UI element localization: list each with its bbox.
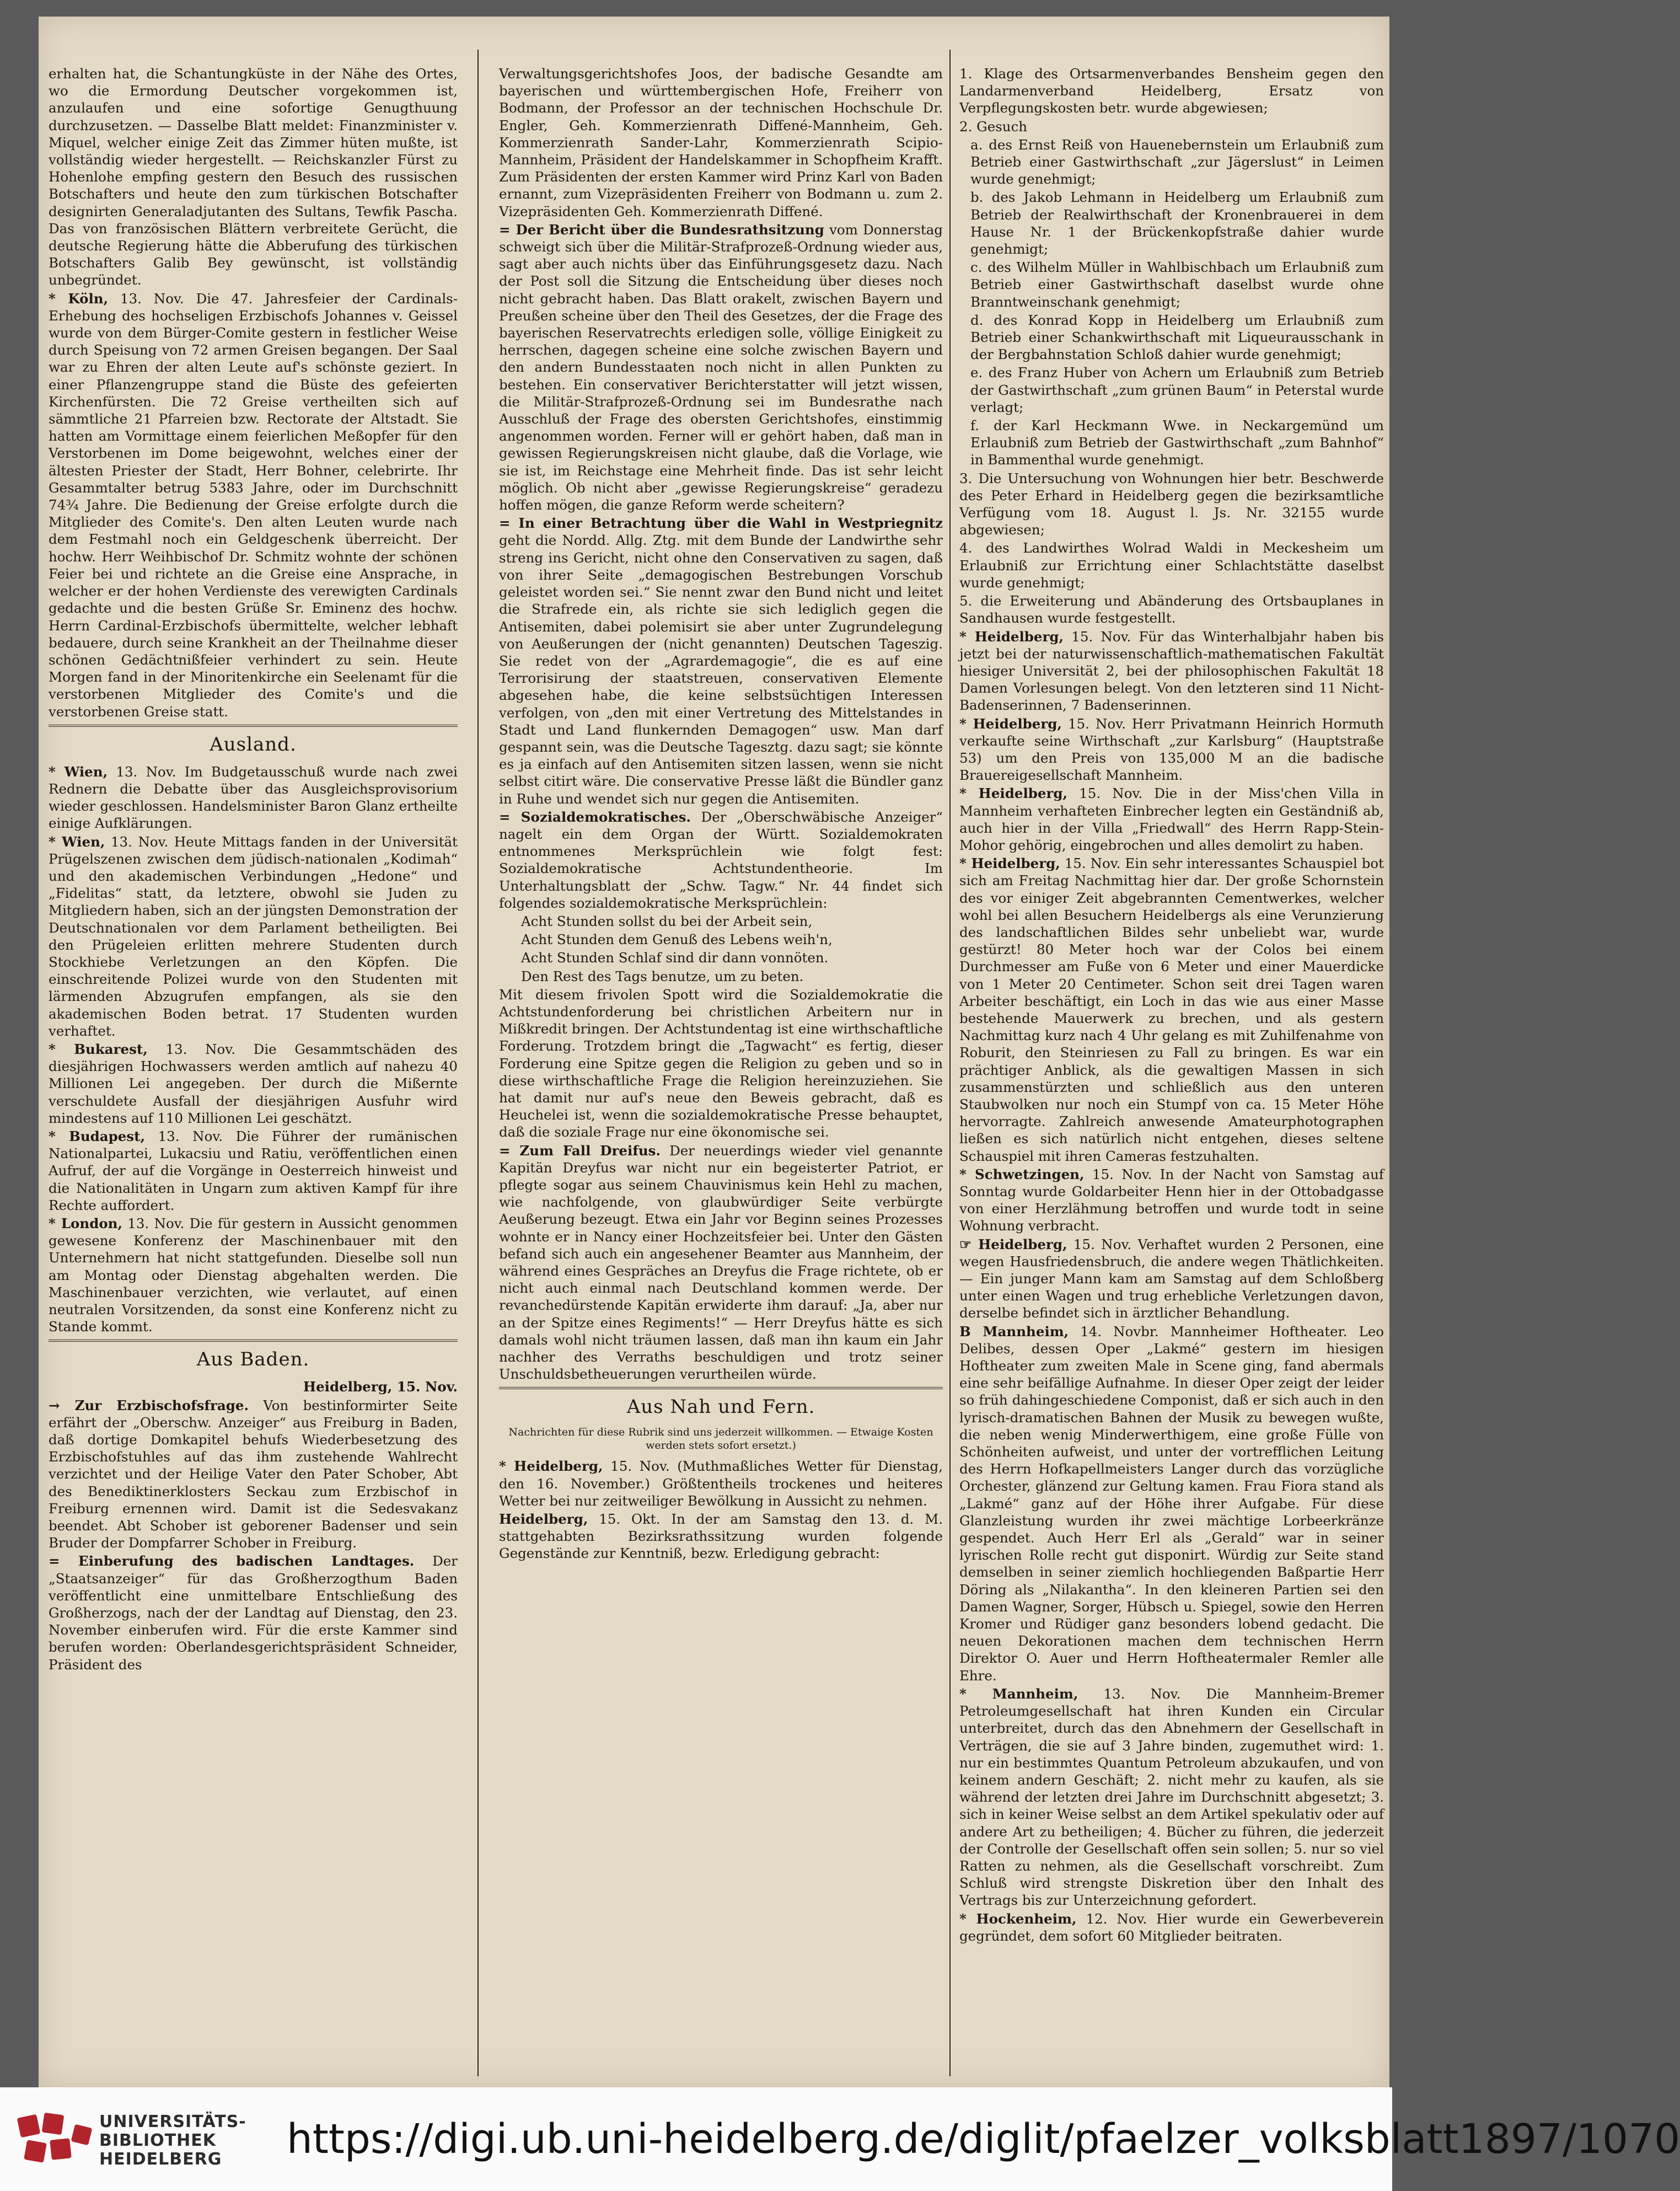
column-right [959, 65, 1384, 2071]
article-text: 15. Nov. Für das Winterhalbjahr haben bis jetzt bei der naturwissenschaftlich-mathematischen Fakultät hiesiger Universität 2, bei der philosophischen Fakultät 18 Damen Vorlesungen belegt. Von den letzteren sind 11 Nicht-Badenserinnen, 7 Badenserinnen. [959, 628, 1384, 714]
article [499, 1142, 943, 1383]
dateline-city: * Mannheim, [959, 1685, 1078, 1702]
list-item: 5. die Erweiterung und Abänderung des Ortsbauplanes in Sandhausen wurde festgestellt. [959, 593, 1384, 626]
article [959, 785, 1384, 854]
article [499, 1458, 943, 1509]
article [499, 221, 943, 513]
column-divider [949, 50, 951, 2076]
section-rule [499, 1387, 943, 1389]
verse-line: Acht Stunden dem Genuß des Lebens weih'n, [521, 931, 833, 948]
newspaper-page [39, 17, 1389, 2087]
verse-line: Den Rest des Tags benutze, um zu beten. [521, 968, 804, 984]
article [499, 515, 943, 807]
dateline-city: * Köln, [49, 290, 109, 307]
article-text: geht die Nordd. Allg. Ztg. mit dem Bunde der Landwirthe sehr streng ins Gericht, nicht ohne den Conservativen zu sagen, daß von ihrer Seite „demagogischen Bestrebungen Vorschub geleistet worden sei.“ Sie nennt zwar den Bund nicht und leitet die Strafrede ein, als richte sie sich lediglich gegen die Antisemiten, dabei polemisirt sie aber unter Zugrundelegung von Aeußerungen der (nicht genannten) Deutschen Tageszig. Sie redet von der „Agrardemagogie“, die es auf eine Terrorisirung der staatstreuen, conservativen Elemente abgesehen habe, die keine selbstsüchtigen Interessen verfolgen, von „den mit einer Vertretung des Mittelstandes in Stadt und Land flunkernden Demagogen“ usw. Man darf gespannt sein, was die Deutsche Tagesztg. dazu sagt; sie könnte es ja einfach auf den Antisemiten sitzen lassen, wenn sie nicht selbst citirt wäre. Die conservative Presse läßt die Bündler ganz in Ruhe und wendet sich nur gegen die Antisemiten. [499, 532, 943, 807]
article-text: erhalten hat, die Schantungküste in der Nähe des Ortes, wo die Ermordung Deutscher vorgekommen ist, anzulaufen und eine sofortige Genugthuung durchzusetzen. — Dasselbe Blatt meldet: Finanzminister v. Miquel, welcher einige Zeit das Zimmer hüten mußte, ist vollständig wieder hergestellt. — Reichskanzler Fürst zu Hohenlohe empfing gestern den Besuch des russischen Botschafters und heute den zum türkischen Botschafter designirten Generaladjutanten des Sultans, Tewfik Pascha. Das von französischen Blättern verbreitete Gerücht, die deutsche Regierung hätte die Abberufung des türkischen Botschafters Galib Bey gewünscht, ist vollständig unbegründet. [49, 66, 458, 288]
article-text: 1. Klage des Ortsarmenverbandes Bensheim gegen den Landarmenverband Heidelberg, Ersatz von Verpflegungskosten betr. wurde abgewiesen; [959, 66, 1384, 116]
column-divider [477, 50, 479, 2076]
article [959, 628, 1384, 714]
dateline-city: * Heidelberg, [959, 785, 1068, 802]
list-item: e. des Franz Huber von Achern um Erlaubniß zum Betrieb der Gastwirthschaft „zum grünen Baum“ in Peterstal wurde verlagt; [970, 365, 1384, 415]
article-text: 13. Nov. Die Gesammtschäden des diesjährigen Hochwassers werden amtlich auf nahezu 40 Millionen Lei angegeben. Der durch die Mißernte verschuldete Ausfall der diesjährigen Ausfuhr wird mindestens auf 110 Millionen Lei geschätzt. [49, 1041, 458, 1126]
column-middle [499, 65, 943, 2071]
article [959, 1910, 1384, 1944]
section-heading-nah-und-fern: Aus Nah und Fern. [626, 1396, 815, 1418]
dateline-city: * Heidelberg, [499, 1458, 603, 1475]
dateline-city: * Schwetzingen, [959, 1166, 1085, 1182]
article [49, 833, 458, 1040]
article [49, 290, 458, 720]
article-headline: = Der Bericht über die Bundesrathsitzung [499, 221, 824, 238]
article-text: 13. Nov. Die Mannheim-Bremer Petroleumgesellschaft hat ihren Kunden ein Circular unterbreitet, durch das den Abnehmern der Gesellschaft in Verträgen, die sie auf 3 Jahre binden, zugemuthet wird: 1. nur ein bestimmtes Quantum Petroleum abzukaufen, und von keinem andern Geschäft; 2. nicht mehr zu kaufen, als sie während der letzten drei Jahre im Durchschnitt abgesetzt; 3. sich in keiner Weise selbst an dem Artikel spekulativ oder auf andere Art zu betheiligen; 4. Bücher zu führen, die jederzeit der Controlle der Gesellschaft offen sein sollen; 5. nur so viel Ratten zu nehmen, als die Gesellschaft vorschreibt. Zum Schluß wird strengste Diskretion über den Inhalt des Vertrags bis zur Unterzeichnung gefordert. [959, 1685, 1384, 1909]
article-headline: = Einberufung des badischen Landtages. [49, 1553, 415, 1569]
article-text: 2. Gesuch [959, 118, 1028, 135]
list-item: f. der Karl Heckmann Wwe. in Neckargemünd um Erlaubniß zum Betrieb der Gastwirthschaft „zum Bahnhof“ in Bammenthal wurde genehmigt. [970, 417, 1384, 468]
article-text: 13. Nov. Heute Mittags fanden in der Universität Prügelszenen zwischen dem jüdisch-nationalen „Kodimah“ und den akademischen Verbindungen „Hedone“ und „Fidelitas“ statt, da letztere, obwohl sie Juden zu Mitgliedern haben, sich an der jüngsten Demonstration der Deutschnationalen vor dem Parlament betheiligten. Bei den Prügeleien erlitten mehrere Studenten durch Stockhiebe Verletzungen an den Köpfen. Die einschreitende Polizei wurde von den Studenten mit lärmenden Abzugrufen empfangen, als sie den akademischen Boden betrat. 17 Studenten wurden verhaftet. [49, 833, 458, 1039]
dateline: Heidelberg, 15. Nov. [303, 1379, 458, 1395]
article [499, 1510, 943, 1562]
dateline-city: * Wien, [49, 763, 108, 780]
dateline-city: * Wien, [49, 833, 105, 850]
list-item: c. des Wilhelm Müller in Wahlbischbach um Erlaubniß zum Betrieb einer Gastwirthschaft daselbst wurde ohne Branntweinschank genehmigt; [970, 259, 1384, 310]
article-text: 13. Nov. Im Budgetausschuß wurde nach zwei Rednern die Debatte über das Ausgleichsprovisorium wieder geschlossen. Handelsminister Baron Glanz ertheilte einige Aufklärungen. [49, 763, 458, 832]
library-name-line: UNIVERSITÄTS- [99, 2112, 246, 2131]
article-text: 15. Nov. In der Nacht von Samstag auf Sonntag wurde Goldarbeiter Henn hier in der Ottobadgasse von einer Herzlähmung betroffen und wurde todt in seine Wohnung verbracht. [959, 1166, 1384, 1234]
library-name-line: BIBLIOTHEK [99, 2131, 216, 2150]
dateline-city: ☞ Heidelberg, [959, 1236, 1067, 1252]
university-library-logo[interactable] [15, 2110, 98, 2171]
list-item: 4. des Landwirthes Wolrad Waldi in Meckesheim um Erlaubniß zur Errichtung einer Schlachtstätte daselbst wurde genehmigt; [959, 540, 1384, 591]
article-text: 15. Nov. Verhaftet wurden 2 Personen, eine wegen Hausfriedensbruch, die andere wegen Thätlichkeiten. — Ein junger Mann kam am Samstag auf dem Schloßberg unter einen Wagen und trug erhebliche Verletzungen davon, derselbe befindet sich in ärztlicher Behandlung. [959, 1236, 1384, 1321]
article [49, 1552, 458, 1673]
article-text: 15. Nov. (Muthmaßliches Wetter für Dienstag, den 16. November.) Größtentheils trockenes und heiteres Wetter bei nur zeitweiliger Bewölkung in Aussicht zu nehmen. [499, 1458, 943, 1509]
article-text: Der „Staatsanzeiger“ für das Großherzogthum Baden veröffentlicht eine unmittelbare Entschließung des Großherzogs, nach der der Landtag auf Dienstag, den 23. November einberufen wird. Für die erste Kammer sind berufen worden: Oberlandesgerichtspräsident Schneider, Präsident des [49, 1553, 458, 1673]
dateline-city: * Heidelberg, [959, 628, 1064, 645]
article-text: 13. Nov. Die für gestern in Aussicht genommen gewesene Konferenz der Maschinenbauer mit den Unternehmern hat nicht stattgefunden. Dieselbe soll nun am Montag oder Dienstag abgehalten werden. Die Maschinenbauer verzichten, wie verlautet, auf einen neutralen Vorsitzenden, da sonst eine Konferenz nicht zu Stande kommt. [49, 1215, 458, 1335]
article-headline: = Zum Fall Dreifus. [499, 1142, 661, 1159]
article [959, 1166, 1384, 1235]
article-text: vom Donnerstag schweigt sich über die Militär-Strafprozeß-Ordnung wieder aus, sagt aber auch nichts über das Einführungsgesetz dazu. Nach der Post soll die Sitzung die Entscheidung über dieses noch nicht gebracht haben. Das Blatt orakelt, zwischen Bayern und Preußen scheine über den Theil des Gesetzes, der die Frage des bayerischen Reservatrechts erledigen solle, völlige Einigkeit zu herrschen, dagegen scheine eine solche zwischen Bayern und den andern Bundesstaaten noch nicht in allen Punkten zu bestehen. Ein conservativer Berichterstatter will jetzt wissen, die Militär-Strafprozeß-Ordnung sei im Bundesrathe nach Ausschluß der Frage des obersten Gerichtshofes, einstimmig angenommen worden. Ferner will er gehört haben, daß man in gewissen Regierungskreisen nicht glaube, daß die Vorlage, wie sie ist, im Reichstage eine Mehrheit finde. Das ist sehr leicht möglich. Ob nicht aber „gewisse Regierungskreise“ geradezu hoffen mögen, die ganze Reform werde scheitern? [499, 221, 943, 513]
dateline-city: * Hockenheim, [959, 1910, 1077, 1927]
dateline-city: * London, [49, 1215, 123, 1231]
article-text: 15. Okt. In der am Samstag den 13. d. M. stattgehabten Bezirksrathssitzung wurden folgende Gegenstände zur Kenntniß, bezw. Erledigung gebracht: [499, 1511, 943, 1562]
list-item: d. des Konrad Kopp in Heidelberg um Erlaubniß zum Betrieb einer Schankwirthschaft mit Liqueurausschank in der Bergbahnstation Schloß dahier wurde genehmigt; [970, 312, 1384, 363]
library-seal-icon [15, 2110, 98, 2171]
article [49, 1397, 458, 1552]
column-left [49, 65, 458, 2071]
article [959, 1685, 1384, 1909]
article [959, 1236, 1384, 1322]
article [959, 855, 1384, 1165]
dateline-city: * Heidelberg, [959, 855, 1060, 872]
dateline-city: * Budapest, [49, 1128, 146, 1144]
article-text: Der „Oberschwäbische Anzeiger“ nagelt ein dem Organ der Württ. Sozialdemokraten entnommenes Merksprüchlein wie folgt fest: Sozialdemokratische Achtstundentheorie. Im Unterhaltungsblatt der „Schw. Tagw.“ Nr. 44 findet sich folgendes sozialdemokratische Merksprüchlein: [499, 808, 943, 911]
article-text: Von bestinformirter Seite erfährt der „Oberschw. Anzeiger“ aus Freiburg in Baden, daß dortige Domkapitel behufs Wiederbesetzung des Erzbischofstuhles auf das ihm zustehende Wahlrecht verzichtet und der Heilige Vater den Pater Schober, Abt des Benediktinerklosters Seckau zum Erzbischof in Freiburg ernennen wird. Damit ist die Sedesvakanz beendet. Abt Schober ist geborener Badenser und sein Bruder der Dompfarrer Schober in Freiburg. [49, 1397, 458, 1551]
article-text: 15. Nov. Ein sehr interessantes Schauspiel bot sich am Freitag Nachmittag hier dar. Der große Schornstein des vor einiger Zeit abgebrannten Cementwerkes, welcher wohl bei allen Besuchern Heidelbergs als eine Verunzierung des landschaftlichen Bildes sehr unbeliebt war, wurde gestürzt! 80 Meter hoch war der Colos bei einem Durchmesser am Fuße von 6 Meter und einer Mauerdicke von 1 Meter 20 Centimeter. Schon seit drei Tagen waren Arbeiter beschäftigt, ein Loch in das wie aus einer Masse bestehende Mauerwerk zu brechen, und als gestern Nachmittag kurz nach 4 Uhr gelang es mit Zuhilfenahme von Roburit, den Steinriesen zu Fall zu bringen. Es war ein prächtiger Anblick, als die gewaltigen Massen in sich zusammenstürzten und schließlich aus den unteren Staubwolken nur noch ein Stumpf von ca. 15 Meter Höhe hervorragte. Zahlreich anwesende Amateurphotographen ließen es sich natürlich nicht entgehen, dieses seltene Schauspiel mit ihren Cameras festzuhalten. [959, 855, 1384, 1164]
article-text: Der neuerdings wieder viel genannte Kapitän Dreyfus war nicht nur ein begeisterter Patriot, er pflegte sogar aus seinem Chauvinismus kein Hehl zu machen, wie nachfolgende, von glaubwürdiger Seite verbürgte Aeußerung bezeugt. Etwa ein Jahr vor Beginn seines Prozesses wohnte er in Nancy einer Hochzeitsfeier bei. Unter den Gästen befand sich auch ein angesehener Beamter aus Mannheim, der während eines Gespräches an Dreyfus die Frage richtete, ob er nicht auch einmal nach Deutschland kommen werde. Der revanchedürstende Kapitän erwiderte ihm darauf: „Ja, aber nur an der Spitze eines Regiments!“ — Herr Dreyfus hätte es sich damals wohl nicht träumen lassen, daß man ihn kaum ein Jahr nachher des Verraths beschuldigen und trotz seiner Unschuldsbetheuerungen verurtheilen würde. [499, 1142, 943, 1383]
article [499, 808, 943, 912]
list-item: b. des Jakob Lehmann in Heidelberg um Erlaubniß zum Betrieb der Realwirthschaft der Kronenbrauerei in dem Hause Nr. 1 der Brückenkopfstraße dahier wurde genehmigt; [970, 189, 1384, 258]
permalink-url[interactable]: https://digi.ub.uni-heidelberg.de/diglit/pfaelzer_volksblatt1897/1070 [287, 2115, 1680, 2163]
dateline-city: Heidelberg, [499, 1511, 588, 1528]
article-headline: = In einer Betrachtung über die Wahl in Westpriegnitz [499, 515, 943, 532]
list-item: 3. Die Untersuchung von Wohnungen hier betr. Beschwerde des Peter Erhard in Heidelberg gegen die bezirksamtliche Verfügung vom 18. August l. Js. Nr. 32155 wurde abgewiesen; [959, 470, 1384, 538]
article [959, 1323, 1384, 1684]
section-note: Nachrichten für diese Rubrik sind uns jederzeit willkommen. — Etwaige Kosten werden stets sofort ersetzt.) [508, 1426, 933, 1452]
library-name [99, 2113, 246, 2169]
verse-line: Acht Stunden Schlaf sind dir dann vonnöten. [521, 950, 829, 966]
article-text: Mit diesem frivolen Spott wird die Sozialdemokratie die Achtstundenforderung bei christlichen Arbeitern nur in Mißkredit bringen. Der Achtstundentag ist eine wirthschaftliche Forderung. Trotzdem bringt die „Tagwacht“ es fertig, dieser Forderung eine Spitze gegen die Religion zu geben und so in diese wirthschaftliche Frage die Religion hereinzuziehen. Sie hat damit nur auf's neue den Beweis gebracht, daß es Heuchelei ist, wenn die sozialdemokratische Presse behauptet, daß die soziale Frage nur eine ökonomische sei. [499, 986, 943, 1140]
article-headline: = Sozialdemokratisches. [499, 808, 691, 825]
article-text: Verwaltungsgerichtshofes Joos, der badische Gesandte am bayerischen und württembergischen Hofe, Freiherr von Bodmann, der Professor an der technischen Hochschule Dr. Engler, Geh. Kommerzienrath Diffené-Mannheim, Geh. Kommerzienrath Sander-Lahr, Kommerzienrath Scipio-Mannheim, Präsident der Handelskammer in Schopfheim Krafft. Zum Präsidenten der ersten Kammer wird Prinz Karl von Baden ernannt, zum Vizepräsidenten Freiherr von Bodmann u. zum 2. Vizepräsidenten Geh. Kommerzienrath Diffené. [499, 66, 943, 219]
dateline-city: * Bukarest, [49, 1041, 148, 1057]
article-text: 13. Nov. Die Führer der rumänischen Nationalpartei, Lukacsiu und Ratiu, veröffentlichen einen Aufruf, der auf die Vorgänge in Oesterreich hinweist und die Nationalitäten in Ungarn zum aktiven Kampf für ihre Rechte auffordert. [49, 1128, 458, 1213]
article [959, 715, 1384, 784]
article-text: 12. Nov. Hier wurde ein Gewerbeverein gegründet, dem sofort 60 Mitglieder beitraten. [959, 1910, 1384, 1944]
library-name-line: HEIDELBERG [99, 2150, 222, 2169]
section-heading-ausland: Ausland. [210, 733, 297, 756]
section-rule [49, 1340, 458, 1342]
viewer-footer [0, 2087, 1680, 2191]
article-headline: → Zur Erzbischofsfrage. [49, 1397, 249, 1413]
article [49, 1041, 458, 1127]
article [49, 763, 458, 832]
article [49, 1215, 458, 1335]
article-text: 15. Nov. Die in der Miss'chen Villa in Mannheim verhafteten Einbrecher legten ein Geständniß ab, auch hier in der Villa „Friedwall“ des Herrn Rapp-Stein-Mohor gehörig, eingebrochen und alles demolirt zu haben. [959, 785, 1384, 853]
section-heading-baden: Aus Baden. [196, 1348, 310, 1371]
dateline-city: B Mannheim, [959, 1323, 1069, 1340]
article [49, 1128, 458, 1214]
section-rule [49, 725, 458, 727]
dateline-city: * Heidelberg, [959, 715, 1062, 732]
article-text: 14. Novbr. Mannheimer Hoftheater. Leo Delibes, dessen Oper „Lakmé“ gestern im hiesigen Hoftheater zum zweiten Male in Scene ging, fand abermals eine sehr beifällige Aufnahme. In dieser Oper zeigt der leider so früh dahingeschiedene Componist, daß er sich auch in den lyrisch-dramatischen Bahnen der Musik zu bewegen wußte, die neben wenig Minderwerthigem, eine große Fülle von Schönheiten aufweist, und unter der vortrefflichen Leitung des Herrn Hofkapellmeisters Langer durch das vorzügliche Orchester, glänzend zur Geltung kamen. Frau Fiora stand als „Lakmé“ ganz auf der Höhe ihrer Aufgabe. Für diese Glanzleistung wurden ihr zwei mächtige Lorbeerkränze gespendet. Auch Herr Erl als „Gerald“ war in seiner lyrischen Rolle recht gut disponirt. Würdig zur Seite stand demselben in seiner ziemlich hochliegenden Baßpartie Herr Döring als „Nilakantha“. In den kleineren Partien sei den Damen Wagner, Sorger, Hübsch u. Spiegel, sowie den Herren Kromer und Rüdiger ganz besonders lobend gedacht. Die neuen Dekorationen machen dem technischen Herrn Direktor O. Auer und Herrn Hoftheatermaler Remler alle Ehre. [959, 1323, 1384, 1684]
verse-line: Acht Stunden sollst du bei der Arbeit sein, [521, 913, 813, 929]
article-text: 13. Nov. Die 47. Jahresfeier der Cardinals-Erhebung des hochseligen Erzbischofs Johannes v. Geissel wurde von dem Bürger-Comite gestern in festlicher Weise durch Speisung von 72 armen Greisen begangen. Der Saal war zu Ehren der alten Leute auf's schönste geziert. In einer Pflanzengruppe stand die Büste des gefeierten Kirchenfürsten. Die 72 Greise vertheilten sich auf sämmtliche 21 Pfarreien bzw. Rectorate der Altstadt. Sie hatten am Vormittage einem feierlichen Meßopfer für den Verstorbenen im Dome beigewohnt, welches einer der ältesten Priester der Stadt, Herr Bohner, celebrirte. Ihr Gesammtalter betrug 5383 Jahre, oder im Durchschnitt 74¾ Jahre. Die Bedienung der Greise erfolgte durch die Mitglieder des Comite's. Den alten Leuten wurde nach dem Festmahl noch ein Geldgeschenk überreicht. Der hochw. Herr Weihbischof Dr. Schmitz wohnte der schönen Feier bei und richtete an die Greise eine Ansprache, in welcher er der hohen Verdienste des verewigten Cardinals gedachte und die besten Grüße Sr. Eminenz des hochw. Herrn Cardinal-Erzbischofs übermittelte, welcher lebhaft bedauere, durch seine Krankheit an der Theilnahme dieser schönen Gedächtnißfeier verhindert zu sein. Heute Morgen fand in der Minoritenkirche ein Seelenamt für die verstorbenen Mitglieder des Comite's und die verstorbenen Greise statt. [49, 290, 458, 720]
list-item: a. des Ernst Reiß von Hauenebernstein um Erlaubniß zum Betrieb einer Gastwirthschaft „zur Jägerslust“ in Leimen wurde genehmigt; [970, 136, 1384, 188]
article-text: 15. Nov. Herr Privatmann Heinrich Hormuth verkaufte seine Wirthschaft „zur Karlsburg“ (Hauptstraße 53) um den Preis von 135,000 M an die badische Brauereigesellschaft Mannheim. [959, 715, 1384, 784]
